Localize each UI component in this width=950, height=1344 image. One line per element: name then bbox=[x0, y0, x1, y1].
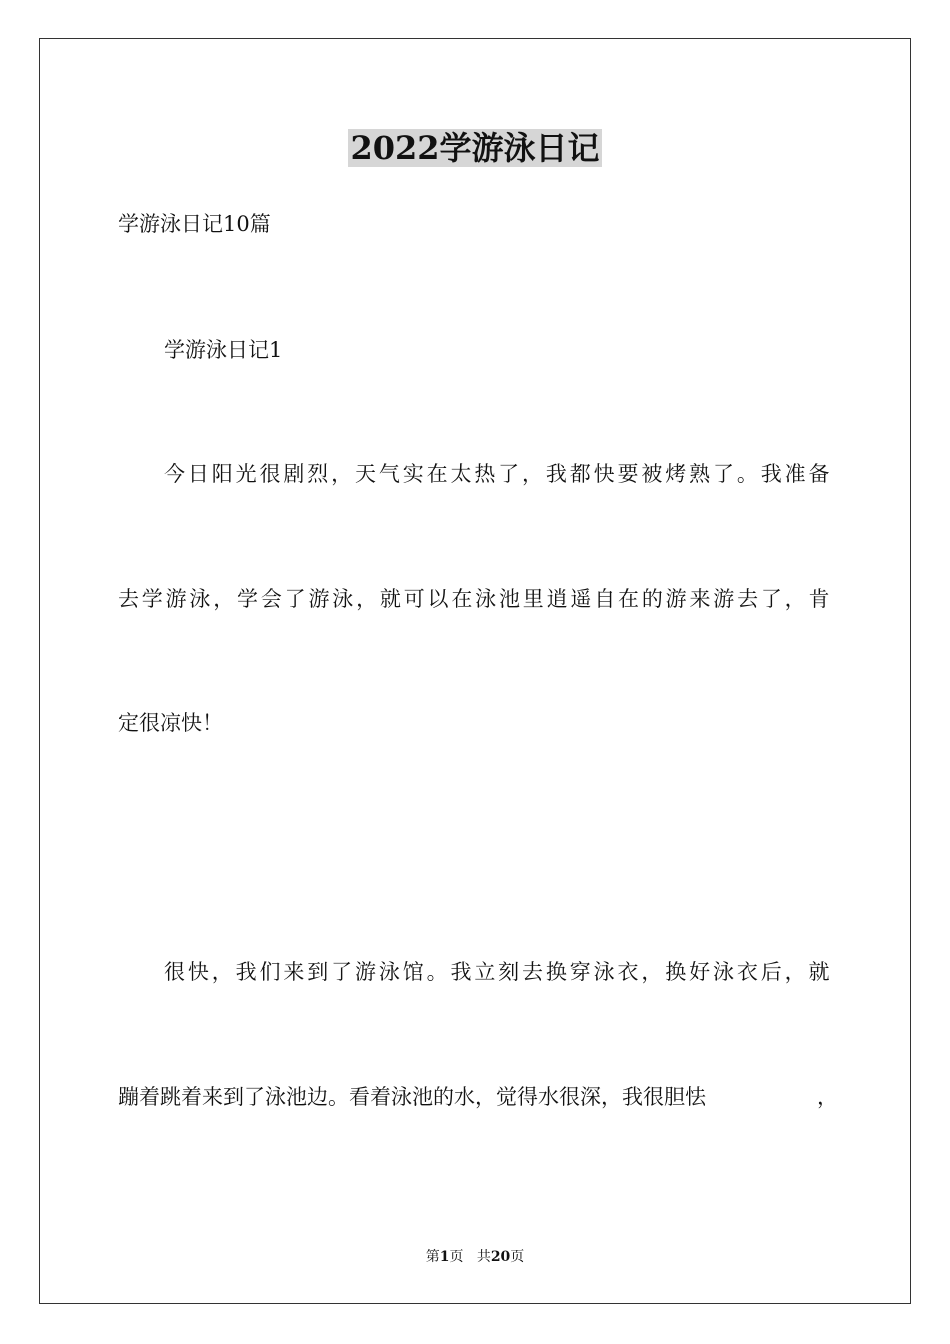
document-title-text: 2022学游泳日记 bbox=[350, 129, 600, 167]
paragraph-2-trailing-comma: ， bbox=[817, 1085, 838, 1109]
paragraph-2-line-2: 蹦着跳着来到了泳池边。看着泳池的水，觉得水很深，我很胆怯 bbox=[118, 1085, 706, 1109]
document-title bbox=[0, 128, 950, 168]
paragraph-2-line-1: 很快，我们来到了游泳馆。我立刻去换穿泳衣，换好泳衣后，就 bbox=[164, 960, 830, 984]
footer-total-suffix: 页 bbox=[510, 1249, 525, 1265]
paragraph-1-line-3: 定很凉快！ bbox=[118, 711, 223, 735]
footer-total-prefix: 共 bbox=[476, 1249, 491, 1265]
section-heading: 学游泳日记1 bbox=[164, 338, 283, 362]
paragraph-1-line-2: 去学游泳，学会了游泳，就可以在泳池里逍遥自在的游来游去了，肯 bbox=[118, 587, 830, 611]
footer-prefix: 第 bbox=[425, 1249, 440, 1265]
footer-page-suffix: 页 bbox=[449, 1249, 464, 1265]
footer-current-page: 1 bbox=[439, 1249, 450, 1265]
footer-total-pages: 20 bbox=[490, 1249, 511, 1265]
paragraph-1-line-1: 今日阳光很剧烈，天气实在太热了，我都快要被烤熟了。我准备 bbox=[164, 462, 830, 486]
document-subtitle: 学游泳日记10篇 bbox=[118, 212, 271, 236]
page-footer bbox=[0, 1248, 950, 1266]
